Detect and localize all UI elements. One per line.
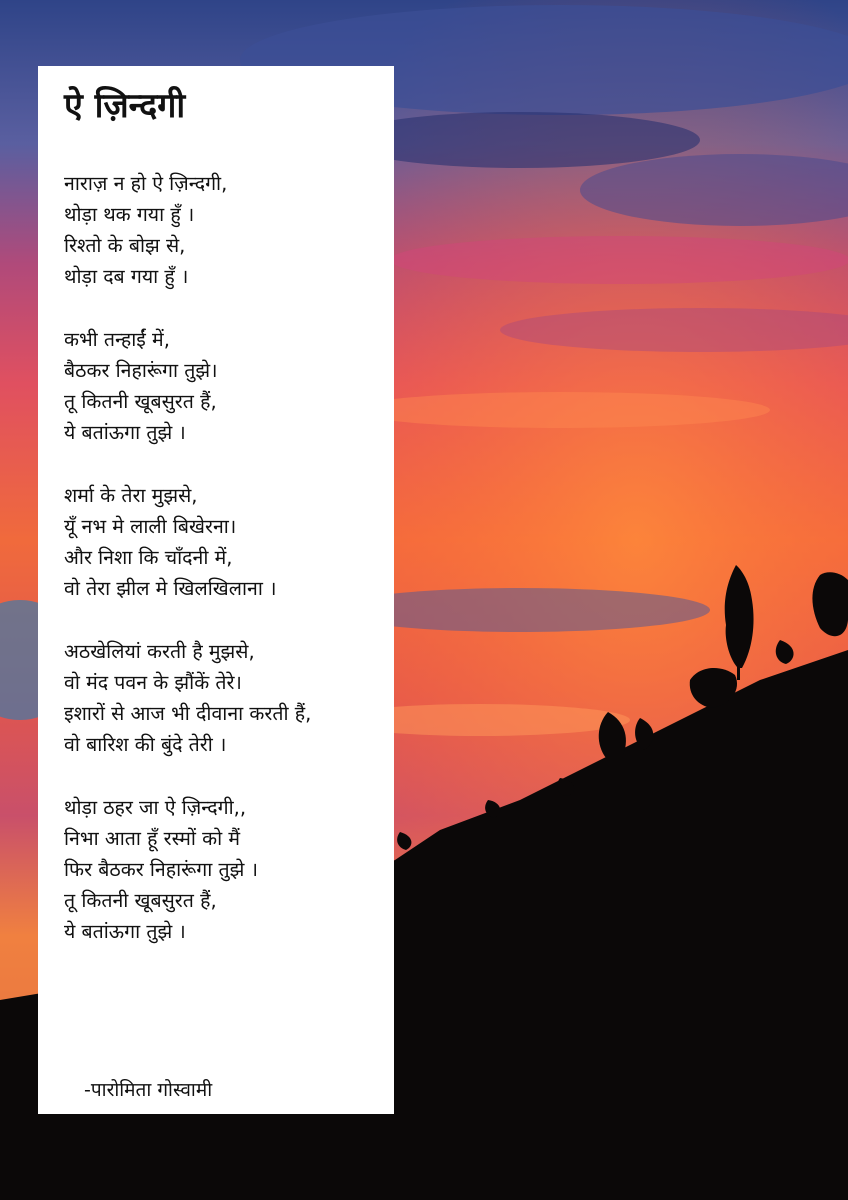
poem-line: कभी तन्हाईं में, — [64, 328, 170, 351]
poem-line: ये बतांऊगा तुझे । — [64, 421, 186, 444]
stanza-4 — [64, 636, 394, 760]
poem-line: इशारों से आज भी दीवाना करती हैं, — [64, 702, 312, 725]
poem-line: तू कितनी खूबसुरत हैं, — [64, 889, 217, 912]
poem-line: और निशा कि चाँदनी में, — [64, 546, 233, 569]
stanza-5 — [64, 792, 394, 947]
stanza-2 — [64, 324, 394, 448]
poem-line: वो तेरा झील मे खिलखिलाना । — [64, 577, 277, 600]
poem-stanzas — [64, 168, 394, 947]
poem-line: फिर बैठकर निहारूंगा तुझे । — [64, 858, 258, 881]
poem-line: अठखेलियां करती है मुझसे, — [64, 640, 255, 663]
poem-line: वो बारिश की बुंदे तेरी । — [64, 733, 227, 756]
poem-line: शर्मा के तेरा मुझसे, — [64, 484, 198, 507]
poem-line: ये बतांऊगा तुझे । — [64, 920, 186, 943]
poem-line: नाराज़ न हो ऐ ज़िन्दगी, — [64, 172, 228, 195]
poem-line: यूँ नभ मे लाली बिखेरना। — [64, 515, 237, 538]
poem-line: थोड़ा दब गया हुँ । — [64, 265, 189, 288]
poem-line: बैठकर निहारूंगा तुझे। — [64, 359, 218, 382]
poem-line: निभा आता हूँ रस्मों को मैं — [64, 827, 241, 850]
poem-line: थोड़ा ठहर जा ऐ ज़िन्दगी,, — [64, 796, 247, 819]
poem-card — [38, 66, 394, 1114]
poem-line: थोड़ा थक गया हुँ । — [64, 203, 195, 226]
poem-line: वो मंद पवन के झौंकें तेरे। — [64, 671, 242, 694]
poem-line: तू कितनी खूबसुरत हैं, — [64, 390, 217, 413]
stanza-3 — [64, 480, 394, 604]
poem-author: -पारोमिता गोस्वामी — [84, 1079, 213, 1101]
stanza-1 — [64, 168, 394, 292]
poem-title: ऐ ज़िन्दगी — [64, 86, 186, 126]
poem-line: रिश्तो के बोझ से, — [64, 234, 186, 257]
